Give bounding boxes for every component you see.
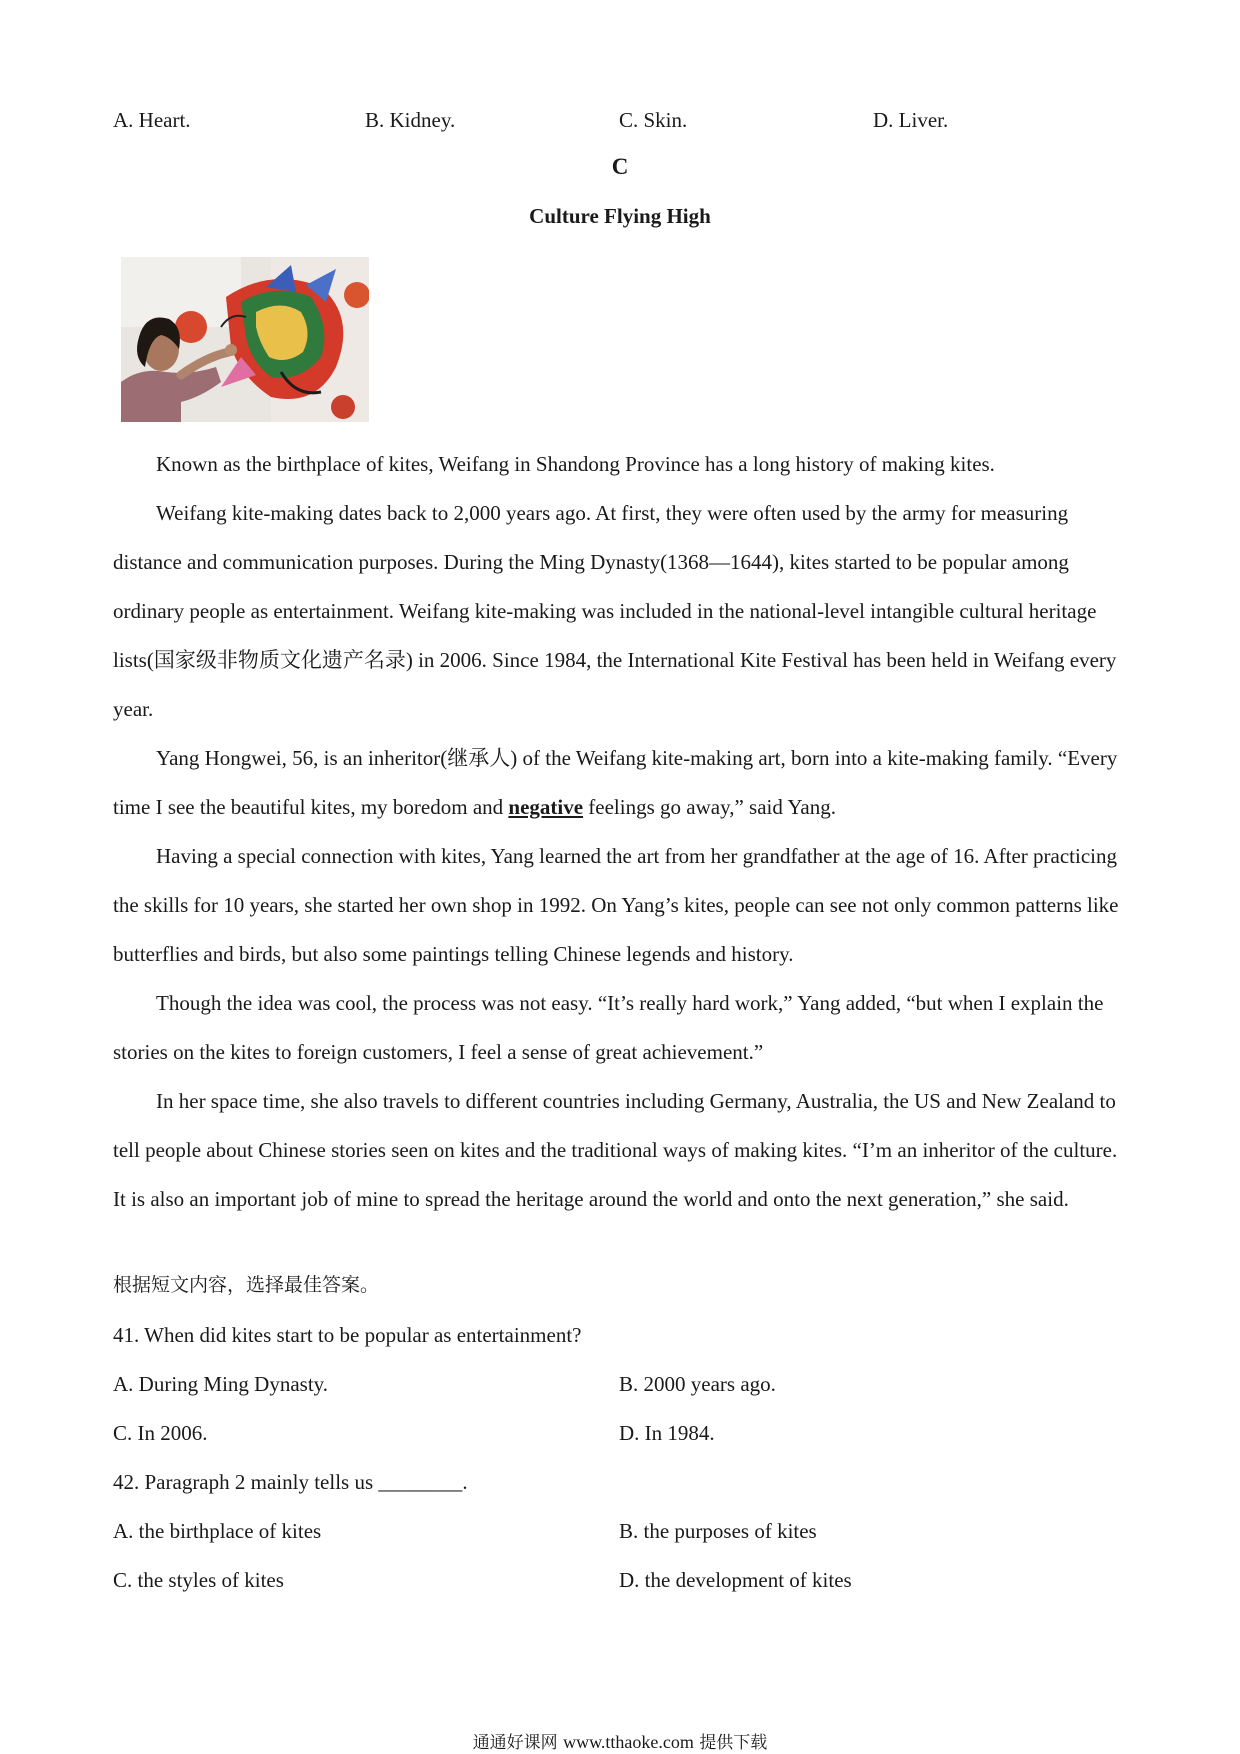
footer-url[interactable]: www.tthaoke.com [563,1732,694,1752]
question-42-options-row-2 [113,1568,1127,1598]
instruction: 根据短文内容，选择最佳答案。 [113,1274,380,1296]
q42-option-c: C. the styles of kites [113,1568,284,1592]
paragraph-3 [113,734,1127,832]
paragraph-3-after: feelings go away,” said Yang. [583,795,836,819]
q41-option-c: C. In 2006. [113,1421,208,1445]
question-42-options-row-1 [113,1519,1127,1549]
q42-option-a: A. the birthplace of kites [113,1519,322,1543]
q42-option-d: D. the development of kites [619,1568,852,1592]
question-41-stem: 41. When did kites start to be popular as entertainment? [113,1323,582,1347]
paragraph-6: In her space time, she also travels to different countries including Germany, Australia, the US and New Zealand to tell people about Chinese stories seen on kites and the traditional ways of making kites. “I’m an inheritor of the culture. It is also an important job of mine to spread the heritage around the world and onto the next generation,” she said. [113,1089,1118,1211]
paragraph-1: Known as the birthplace of kites, Weifang in Shandong Province has a long history of making kites. [156,452,995,476]
paragraph-3-before: Yang Hongwei, 56, is an inheritor(继承人) of the Weifang kite-making art, born into a kite-making family. “Every time I see the beautiful kites, my boredom and [113,746,1118,819]
section-letter: C [611,154,629,179]
paragraph-4: Having a special connection with kites, Yang learned the art from her grandfather at the age of 16. After practicing the skills for 10 years, she started her own shop in 1992. On Yang’s kites, people can see not only common patterns like butterflies and birds, but also some paintings telling Chinese legends and history. [113,844,1119,966]
option-c: C. Skin. [619,108,688,132]
highlighted-word: negative [508,795,584,819]
passage-body [113,440,1127,1224]
paragraph-2: Weifang kite-making dates back to 2,000 years ago. At first, they were often used by the army for measuring distance and communication purposes. During the Ming Dynasty(1368—1644), kites started to be popular among ordinary people as entertainment. Weifang kite-making was included in the national-level intangible cultural heritage lists(国家级非物质文化遗产名录) in 2006. Since 1984, the International Kite Festival has been held in Weifang every year. [113,501,1117,721]
question-41-options-row-1 [113,1372,1127,1402]
option-a: A. Heart. [113,108,191,132]
passage-title: Culture Flying High [529,204,711,228]
footer-site-name: 通通好课网 [472,1733,558,1753]
question-41-options-row-2 [113,1421,1127,1451]
page-footer [0,1728,1240,1753]
footer-download-text: 提供下载 [699,1733,768,1753]
option-b: B. Kidney. [365,108,456,132]
question-42-stem: 42. Paragraph 2 mainly tells us ________. [113,1470,468,1494]
kite-maker-photo [121,257,369,422]
option-d: D. Liver. [873,108,949,132]
q41-option-a: A. During Ming Dynasty. [113,1372,329,1396]
q41-option-b: B. 2000 years ago. [619,1372,776,1396]
q41-option-d: D. In 1984. [619,1421,715,1445]
paragraph-5: Though the idea was cool, the process was not easy. “It’s really hard work,” Yang added, “but when I explain the stories on the kites to foreign customers, I feel a sense of great achievement.” [113,991,1104,1064]
previous-question-options [0,108,1240,138]
q42-option-b: B. the purposes of kites [619,1519,817,1543]
